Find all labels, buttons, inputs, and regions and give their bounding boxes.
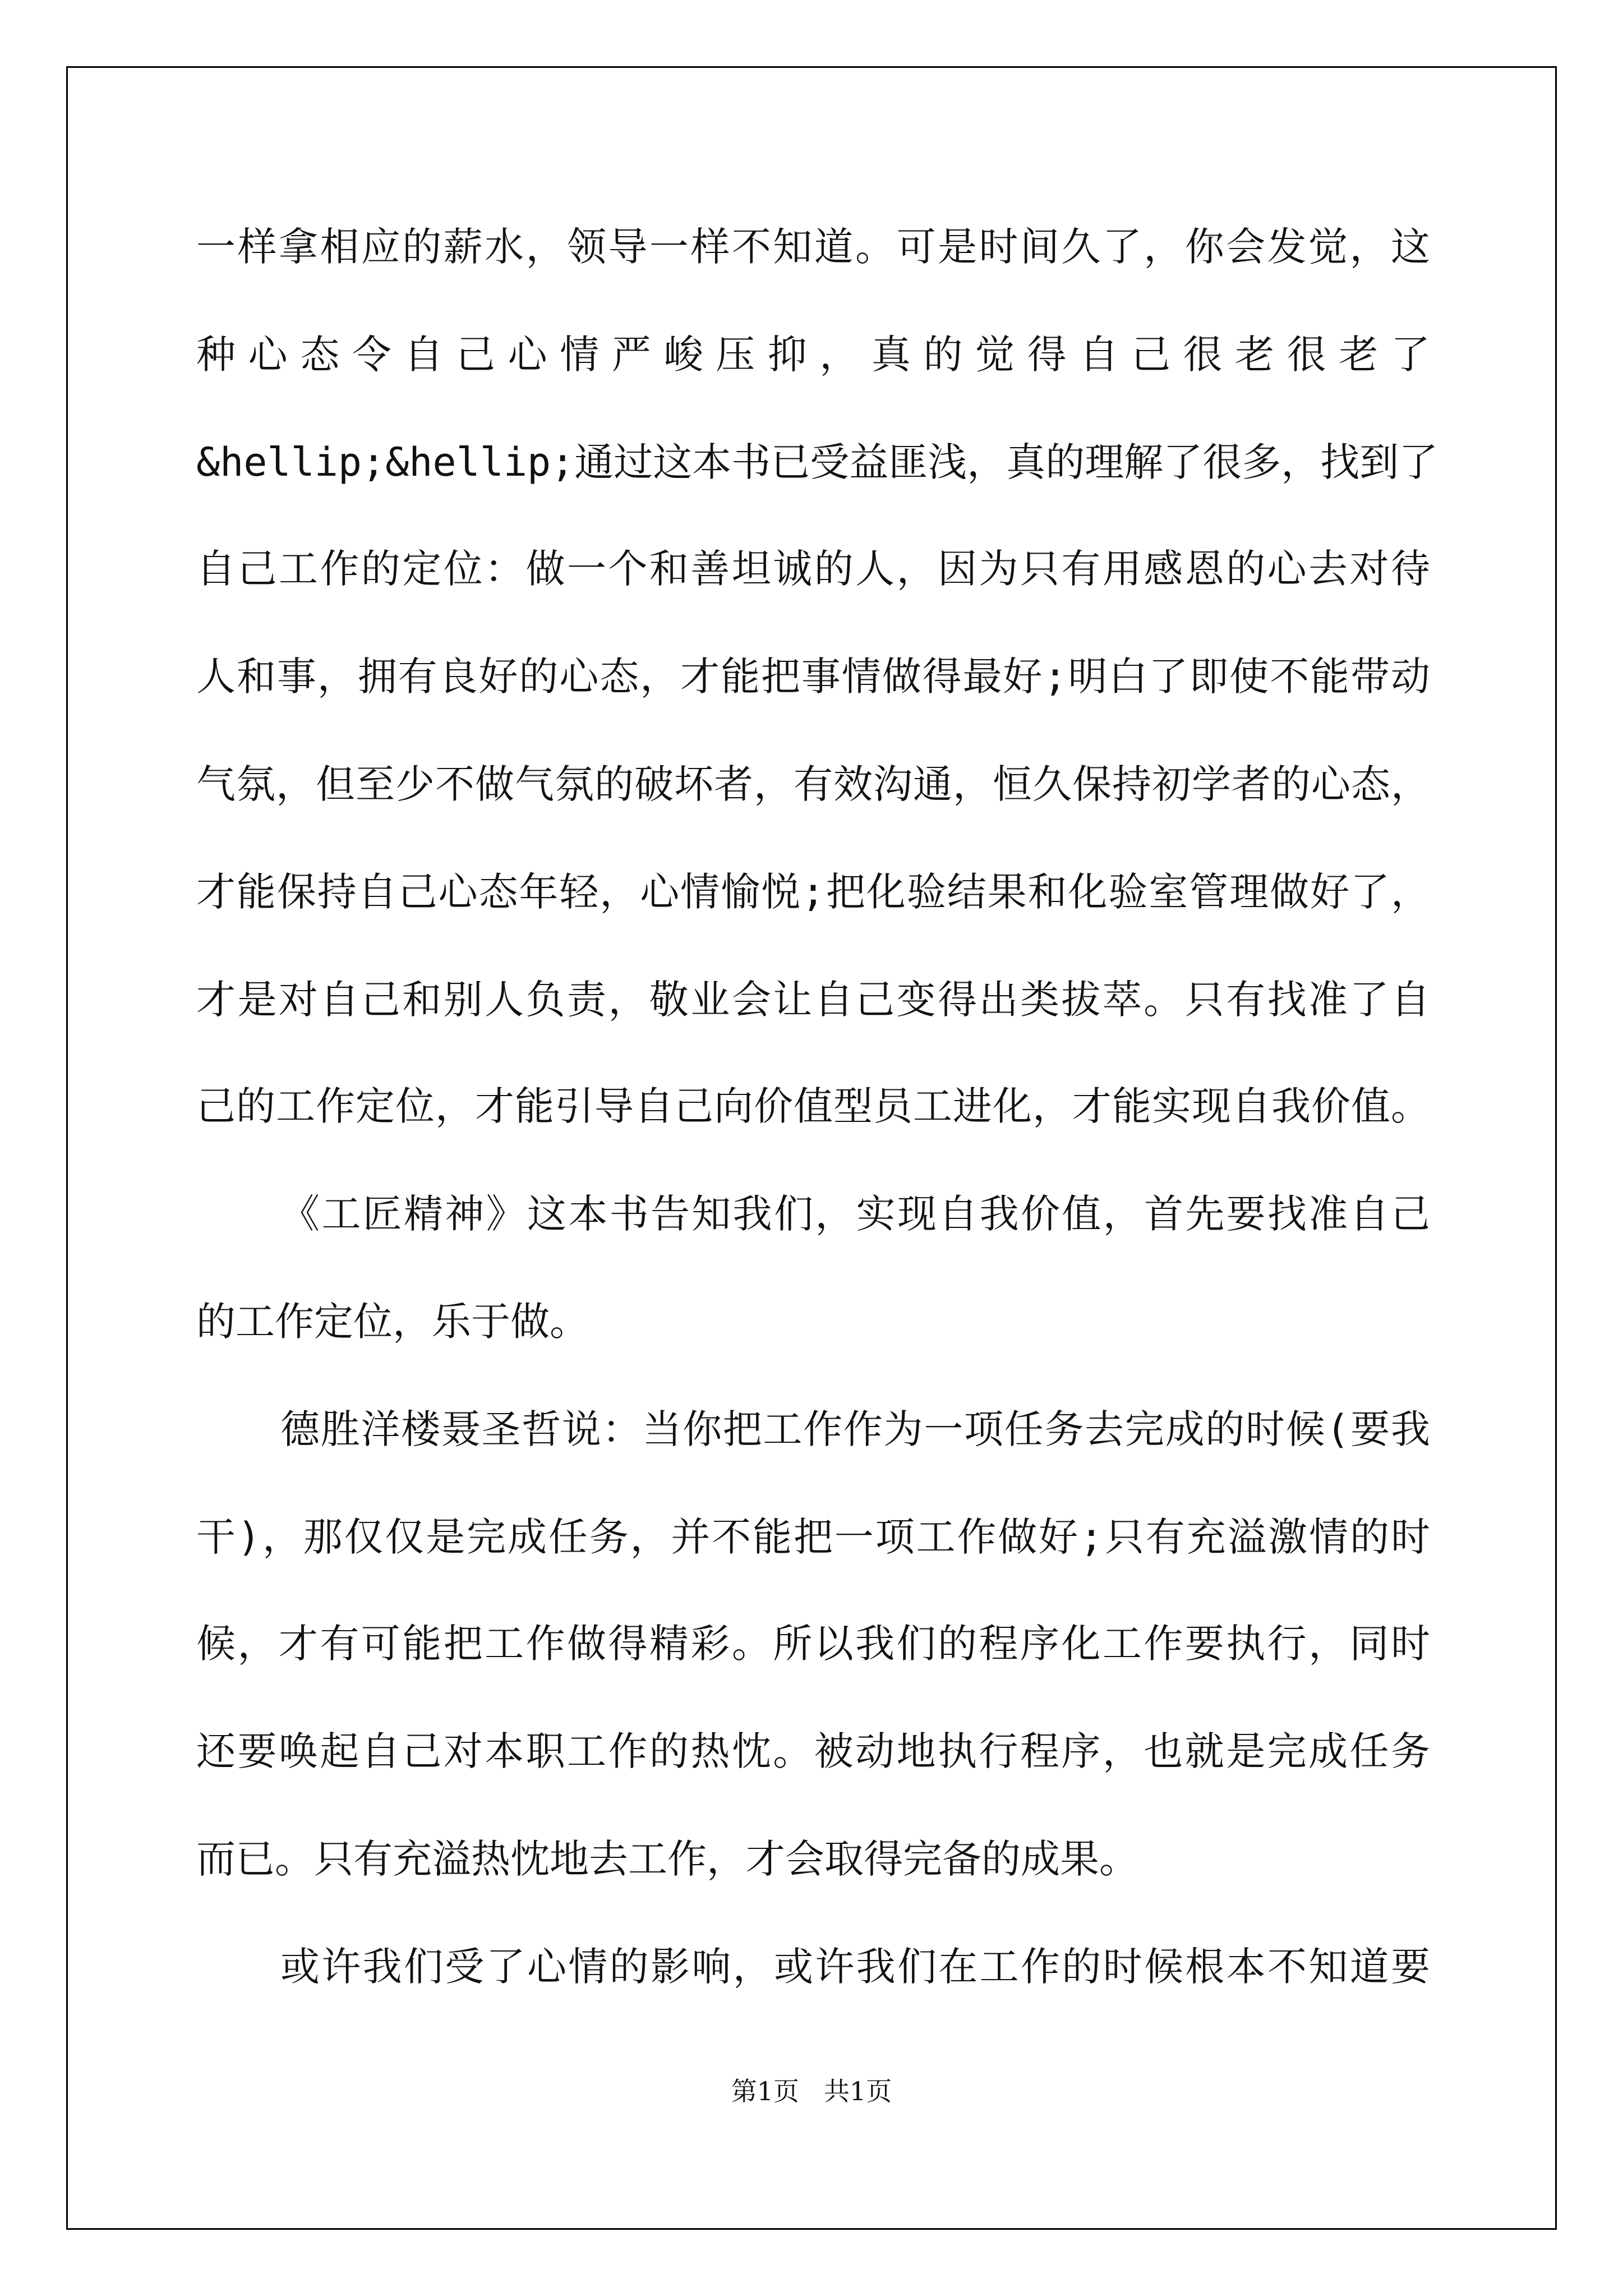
paragraph-line: 人和事，拥有良好的心态，才能把事情做得最好;明白了即使不能带动 <box>196 654 1430 700</box>
paragraph-line: 才是对自己和别人负责，敬业会让自己变得出类拔萃。只有找准了自 <box>196 977 1430 1023</box>
page-footer <box>0 2074 1623 2108</box>
page-number: 第1页 <box>731 2076 800 2106</box>
paragraph-line: 或许我们受了心情的影响，或许我们在工作的时候根本不知道要 <box>280 1944 1430 1990</box>
paragraph-line: 的工作定位，乐于做。 <box>196 1299 589 1345</box>
paragraph-line: 还要唤起自己对本职工作的热忱。被动地执行程序，也就是完成任务 <box>196 1728 1430 1774</box>
paragraph-line: 德胜洋楼聂圣哲说：当你把工作作为一项任务去完成的时候(要我 <box>280 1406 1430 1452</box>
paragraph-line: 才能保持自己心态年轻，心情愉悦;把化验结果和化验室管理做好了， <box>196 869 1430 915</box>
page-total: 共1页 <box>823 2076 892 2106</box>
paragraph-line: 己的工作定位，才能引导自己向价值型员工进化，才能实现自我价值。 <box>196 1083 1430 1129</box>
paragraph-line: 气氛，但至少不做气氛的破坏者，有效沟通，恒久保持初学者的心态， <box>196 761 1430 807</box>
paragraph-line: 种心态令自己心情严峻压抑，真的觉得自己很老很老了 <box>196 332 1430 378</box>
paragraph-line: 一样拿相应的薪水，领导一样不知道。可是时间久了，你会发觉，这 <box>196 224 1430 270</box>
paragraph-line: 自己工作的定位：做一个和善坦诚的人，因为只有用感恩的心去对待 <box>196 546 1430 592</box>
paragraph-line: 而已。只有充溢热忱地去工作，才会取得完备的成果。 <box>196 1836 1138 1882</box>
page-border <box>66 66 1557 2230</box>
paragraph-line: 干)，那仅仅是完成任务，并不能把一项工作做好;只有充溢激情的时 <box>196 1514 1430 1560</box>
paragraph-line: 候，才有可能把工作做得精彩。所以我们的程序化工作要执行，同时 <box>196 1621 1430 1667</box>
paragraph-line: &hellip;&hellip;通过这本书已受益匪浅，真的理解了很多，找到了 <box>196 439 1438 485</box>
paragraph-line: 《工匠精神》这本书告知我们，实现自我价值，首先要找准自己 <box>280 1191 1430 1237</box>
